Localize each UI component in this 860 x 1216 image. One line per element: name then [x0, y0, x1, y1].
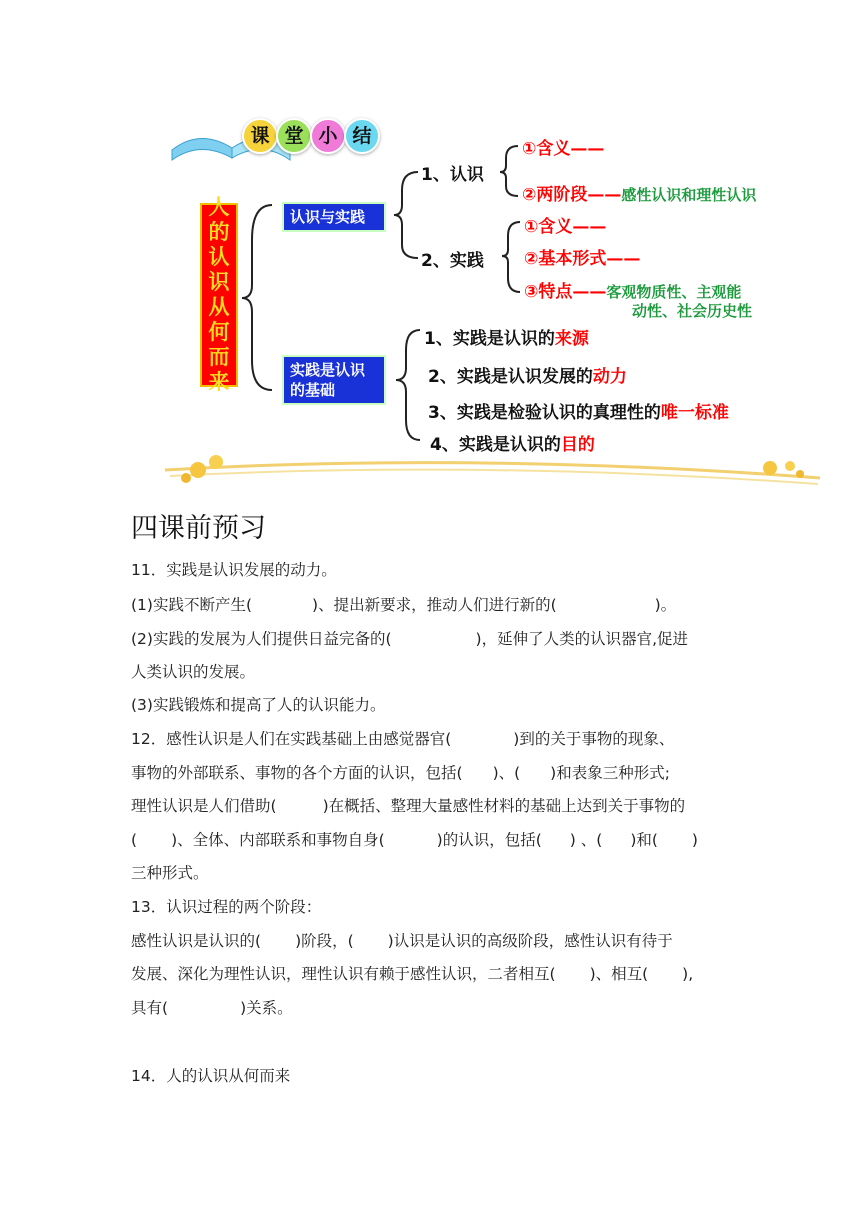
q12-line: 12．感性认识是人们在实践基础上由感觉器官( )到的关于事物的现象、 — [131, 730, 675, 748]
root-char: 的 — [208, 220, 230, 244]
root-char: 来 — [208, 370, 230, 394]
q11-line: (2)实践的发展为人们提供日益完备的( )，延伸了人类的认识器官,促进 — [131, 630, 688, 648]
summary-banner — [170, 112, 400, 164]
q12-line: 理性认识是人们借助( )在概括、整理大量感性材料的基础上达到关于事物的 — [131, 797, 686, 815]
box-line: 实践是认识 — [290, 361, 366, 379]
q13-line: 感性认识是认识的( )阶段，( )认识是认识的高级阶段，感性认识有待于 — [131, 932, 673, 950]
practice-forms: ②基本形式—— — [524, 249, 641, 269]
point-sole-standard: 3、实践是检验认识的真理性的唯一标准 — [428, 403, 729, 423]
q12-line: ( )、全体、内部联系和事物自身( )的认识，包括( ) 、( )和( ) — [131, 831, 698, 849]
box-practice-basis — [282, 355, 386, 405]
root-char: 从 — [208, 295, 230, 319]
q11-line: (3)实践锻炼和提高了人的认识能力。 — [131, 696, 386, 714]
point-purpose: 4、实践是认识的目的 — [430, 435, 595, 455]
banner-char: 结 — [344, 118, 380, 154]
q14-title: 14．人的认识从何而来 — [131, 1067, 291, 1085]
branch-practice: 2、实践 — [421, 251, 484, 271]
root-char: 何 — [208, 320, 230, 344]
q12-line: 三种形式。 — [131, 864, 209, 882]
practice-features-cont: 动性、社会历史性 — [632, 302, 753, 320]
section-title: 四课前预习 — [131, 513, 266, 544]
practice-meaning: ①含义—— — [524, 217, 607, 237]
q13-title: 13．认识过程的两个阶段： — [131, 898, 322, 916]
root-char: 认 — [208, 245, 230, 269]
box-cognition-practice: 认识与实践 — [282, 202, 386, 232]
q13-line: 具有( )关系。 — [131, 999, 293, 1017]
q13-line: 发展、深化为理性认识，理性认识有赖于感性认识，二者相互( )、相互( ), — [131, 965, 694, 983]
q11-title: 11．实践是认识发展的动力。 — [131, 561, 337, 579]
cognition-meaning: ①含义—— — [522, 139, 605, 159]
root-char: 人 — [208, 195, 230, 219]
box-line: 的基础 — [290, 381, 336, 399]
practice-features: ③特点——客观物质性、主观能 — [524, 282, 742, 302]
root-char: 而 — [208, 345, 230, 369]
root-char: 识 — [208, 270, 230, 294]
banner-char: 堂 — [276, 118, 312, 154]
branch-cognition: 1、认识 — [421, 165, 484, 185]
banner-char: 课 — [242, 118, 278, 154]
root-concept-box — [200, 195, 238, 394]
banner-char: 小 — [310, 118, 346, 154]
q11-line: 人类认识的发展。 — [131, 663, 256, 681]
q12-line: 事物的外部联系、事物的各个方面的认识，包括( )、( )和表象三种形式; — [131, 764, 670, 782]
point-driving-force: 2、实践是认识发展的动力 — [428, 367, 627, 387]
point-source: 1、实践是认识的来源 — [424, 329, 589, 349]
cognition-stages: ②两阶段——感性认识和理性认识 — [522, 185, 757, 205]
q11-line: (1)实践不断产生( )、提出新要求，推动人们进行新的( )。 — [131, 596, 677, 614]
